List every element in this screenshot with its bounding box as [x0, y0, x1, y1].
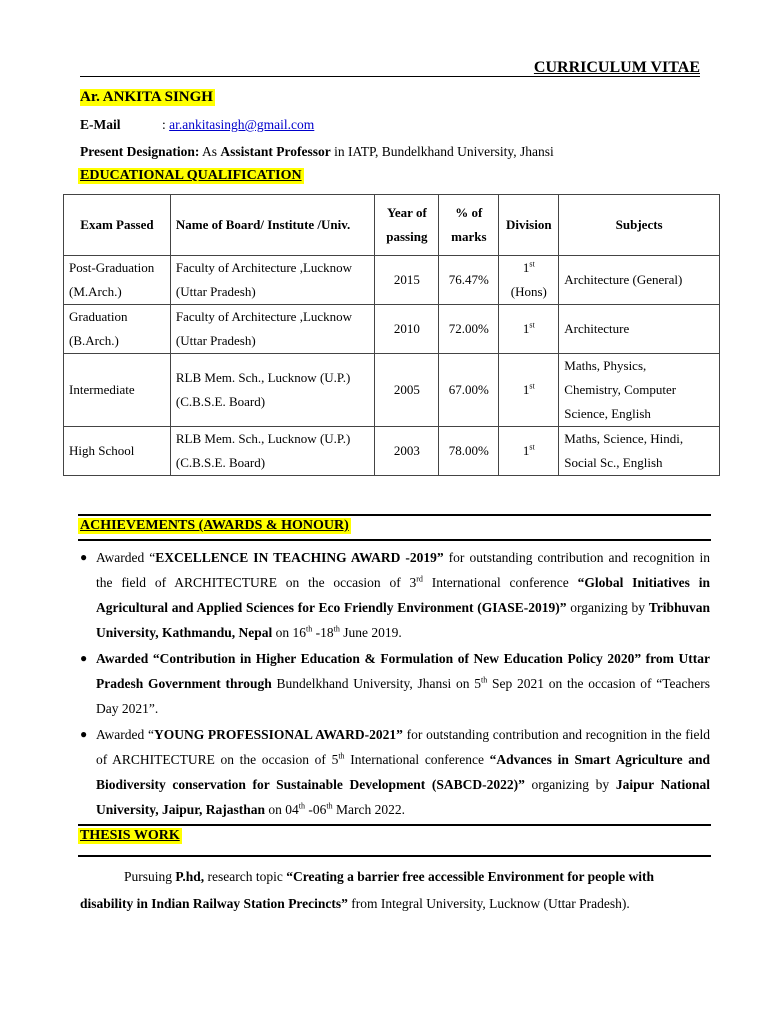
cell-division: 1st (Hons): [499, 256, 559, 305]
achievements-list: [78, 545, 710, 823]
list-item: ● Awarded “Contribution in Higher Education & Formulation of New Education Policy 2020” from Uttar Pradesh Government through Bundelkhand University, Jhansi on 5th Sep 2021 on the occasion of “Teachers Day 2021”.: [78, 646, 710, 721]
table-row: [64, 256, 720, 305]
cell-subjects: Maths, Science, Hindi, Social Sc., English: [559, 427, 720, 476]
cell-board: RLB Mem. Sch., Lucknow (U.P.) (C.B.S.E. Board): [170, 354, 375, 427]
table-row: [64, 354, 720, 427]
cell-division: 1st: [499, 354, 559, 427]
cell-board: RLB Mem. Sch., Lucknow (U.P.) (C.B.S.E. Board): [170, 427, 375, 476]
divider: [78, 855, 711, 857]
header-division: Division: [499, 195, 559, 256]
email-label: E-Mail: [80, 117, 121, 132]
designation-pre: As: [199, 144, 221, 159]
header-year: Year of passing: [375, 195, 439, 256]
table-row: [64, 427, 720, 476]
thesis-heading: THESIS WORK: [80, 828, 180, 843]
cell-subjects: Maths, Physics, Chemistry, Computer Science, English: [559, 354, 720, 427]
cell-exam: High School: [64, 427, 171, 476]
cell-year: 2003: [375, 427, 439, 476]
designation-label: Present Designation:: [80, 144, 200, 159]
table-header-row: [64, 195, 720, 256]
list-item: ● Awarded “YOUNG PROFESSIONAL AWARD-2021” for outstanding contribution and recognition in the field of ARCHITECTURE on the occasion of 5th International conference “Advances in Smart Agriculture and Biodiversity conservation for Sustainable Development (SABCD-2022)” organizing by Jaipur National University, Jaipur, Rajasthan on 04th -06th March 2022.: [78, 722, 710, 822]
cell-subjects: Architecture (General): [559, 256, 720, 305]
cell-marks: 76.47%: [439, 256, 499, 305]
bullet-icon: ●: [80, 651, 88, 665]
designation-post: in IATP, Bundelkhand University, Jhansi: [330, 144, 554, 159]
candidate-name: Ar. ANKITA SINGH: [80, 89, 213, 105]
achievements-heading: ACHIEVEMENTS (AWARDS & HONOUR): [80, 518, 349, 533]
divider: [78, 539, 711, 541]
cell-year: 2010: [375, 305, 439, 354]
table-row: [64, 305, 720, 354]
header-exam: Exam Passed: [64, 195, 171, 256]
email-line: [80, 117, 314, 133]
title-bar: [80, 59, 700, 79]
cell-division: 1st: [499, 427, 559, 476]
cell-division: 1st: [499, 305, 559, 354]
cell-year: 2015: [375, 256, 439, 305]
cell-subjects: Architecture: [559, 305, 720, 354]
cell-exam: Post-Graduation (M.Arch.): [64, 256, 171, 305]
designation-line: [80, 144, 554, 160]
education-table: [63, 194, 720, 476]
email-link[interactable]: ar.ankitasingh@gmail.com: [169, 117, 315, 132]
cell-board: Faculty of Architecture ,Lucknow (Uttar Pradesh): [170, 256, 375, 305]
document-title: CURRICULUM VITAE: [533, 59, 700, 76]
divider: [78, 824, 711, 826]
bullet-icon: ●: [80, 727, 88, 741]
header-marks: % of marks: [439, 195, 499, 256]
education-heading: EDUCATIONAL QUALIFICATION: [80, 168, 302, 183]
header-subjects: Subjects: [559, 195, 720, 256]
cell-marks: 67.00%: [439, 354, 499, 427]
header-board: Name of Board/ Institute /Univ.: [170, 195, 375, 256]
cell-marks: 72.00%: [439, 305, 499, 354]
cell-exam: Intermediate: [64, 354, 171, 427]
cell-exam: Graduation (B.Arch.): [64, 305, 171, 354]
designation-role: Assistant Professor: [220, 144, 331, 159]
thesis-paragraph: Pursuing P.hd, research topic “Creating a barrier free accessible Environment for people with disability in Indian Railway Station Precincts” from Integral University, Lucknow (Uttar Pradesh).: [80, 869, 654, 911]
divider: [78, 514, 711, 516]
email-separator: :: [162, 117, 170, 132]
bullet-icon: ●: [80, 550, 88, 564]
cell-board: Faculty of Architecture ,Lucknow (Uttar Pradesh): [170, 305, 375, 354]
cell-marks: 78.00%: [439, 427, 499, 476]
list-item: ● Awarded “EXCELLENCE IN TEACHING AWARD -2019” for outstanding contribution and recognition in the field of ARCHITECTURE on the occasion of 3rd International conference “Global Initiatives in Agricultural and Applied Sciences for Eco Friendly Environment (GIASE-2019)” organizing by Tribhuvan University, Kathmandu, Nepal on 16th -18th June 2019.: [78, 545, 710, 645]
cell-year: 2005: [375, 354, 439, 427]
